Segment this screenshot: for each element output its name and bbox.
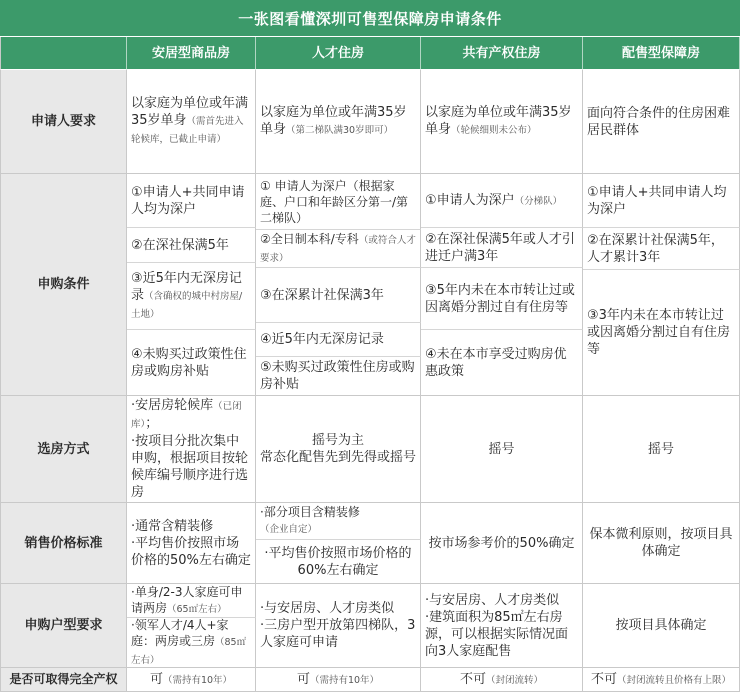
condition-item xyxy=(256,174,421,230)
cell-unit-type-anju-single xyxy=(127,584,256,618)
cell-paragraph xyxy=(260,504,416,538)
cell-unit-type-anju-family xyxy=(127,618,256,668)
cell-note: （需持有10年） xyxy=(162,674,233,686)
cell-paragraph xyxy=(591,671,731,689)
cell-text: ③近5年内无深房记录 xyxy=(131,270,242,303)
row-header-label: 销售价格标准 xyxy=(24,535,103,551)
row-header-unit-type xyxy=(0,584,127,668)
cell-paragraph xyxy=(425,282,578,316)
cell-applicant-shared xyxy=(421,70,583,174)
cell-paragraph: 保本微利原则，按项目具体确定 xyxy=(589,527,733,559)
condition-item xyxy=(583,228,740,270)
title-bar xyxy=(0,0,740,37)
cell-price-talent-average xyxy=(256,540,421,584)
cell-paragraph: 摇号 xyxy=(488,441,515,457)
cell-paragraph: ·三房户型开放第四梯队，3人家庭可申请 xyxy=(260,618,416,650)
cell-unit-type-allocated xyxy=(583,584,740,668)
cell-text: ④近5年内无深房记录 xyxy=(260,332,384,347)
condition-item xyxy=(421,330,583,396)
condition-item xyxy=(127,174,256,228)
cell-text: ·平均售价按照市场价格的60%左右确定 xyxy=(264,545,412,578)
cell-paragraph xyxy=(260,331,416,348)
column-header-allocated xyxy=(583,37,740,70)
cell-text: 不可 xyxy=(590,671,617,687)
header-corner xyxy=(0,37,127,70)
cell-note: （85㎡左右） xyxy=(131,636,247,666)
cell-paragraph xyxy=(425,104,578,139)
cell-paragraph xyxy=(131,237,251,254)
cell-text: 以家庭为单位或年满35岁单身 xyxy=(260,105,407,137)
cell-text: ④未在本市享受过购房优惠政策 xyxy=(425,346,567,379)
cell-text: ③3年内未在本市转让过或因离婚分割过自有住房等 xyxy=(587,308,731,357)
row-header-applicant xyxy=(0,70,127,174)
row-header-label: 选房方式 xyxy=(37,441,90,457)
cell-note: （轮候细则未公布） xyxy=(451,125,537,136)
cell-text: ·单身/2-3人家庭可申请两房 xyxy=(131,584,243,615)
cell-paragraph xyxy=(131,433,251,501)
cell-note: （已闭库） xyxy=(131,401,242,430)
cell-text: ⑤未购买过政策性住房或购房补贴 xyxy=(260,360,415,392)
column-header-shared xyxy=(421,37,583,70)
cell-paragraph xyxy=(260,545,416,579)
cell-paragraph: ·与安居房、人才房类似 xyxy=(425,592,560,608)
cell-paragraph: ·与安居房、人才房类似 xyxy=(260,601,395,616)
cell-paragraph: 摇号为主 xyxy=(311,433,364,448)
cell-paragraph xyxy=(150,671,232,689)
cell-note: （或符合人才要求） xyxy=(260,234,416,264)
cell-ownership-anju xyxy=(127,668,256,692)
cell-paragraph: ·建筑面积为85㎡左右房源，可以根据实际情况面向3人家庭配售 xyxy=(425,609,569,659)
column-header-label: 共有产权住房 xyxy=(462,45,541,61)
condition-item xyxy=(127,263,256,330)
condition-item xyxy=(583,270,740,396)
cell-paragraph xyxy=(131,184,251,218)
cell-paragraph xyxy=(260,178,416,226)
cell-text: ①申请人为深户 xyxy=(425,192,515,208)
cell-selection-allocated xyxy=(583,396,740,503)
cell-text: ·按项目分批次集中申购，根据项目按轮候库编号顺序进行选房 xyxy=(131,434,249,500)
column-header-anju xyxy=(127,37,256,70)
cell-price-anju xyxy=(127,503,256,584)
column-header-label: 配售型保障房 xyxy=(621,45,700,61)
row-header-conditions xyxy=(0,174,127,396)
cell-paragraph xyxy=(460,671,543,689)
cell-text: ·部分项目含精装修 xyxy=(260,505,360,519)
condition-item xyxy=(583,174,740,228)
cell-note: （第二梯队满30岁即可） xyxy=(286,125,394,136)
cell-text: 以家庭为单位或年满35岁单身 xyxy=(131,96,249,128)
cell-paragraph xyxy=(131,397,251,433)
cell-text: ②在深社保满5年 xyxy=(131,237,229,253)
row-header-ownership xyxy=(0,668,127,692)
column-header-label: 安居型商品房 xyxy=(151,45,230,61)
cell-paragraph xyxy=(260,287,416,304)
cell-text: ①申请人+共同申请人均为深户 xyxy=(587,184,727,217)
cell-note: （需持有10年） xyxy=(309,674,380,686)
cell-text: ②全日制本科/专科 xyxy=(260,231,359,246)
cell-text: ·领军人才/4人+家庭：两房或三房 xyxy=(131,617,229,648)
cell-paragraph: ·通常含精装修 xyxy=(131,518,214,534)
cell-paragraph xyxy=(297,671,379,689)
condition-item xyxy=(127,228,256,263)
cell-ownership-talent xyxy=(256,668,421,692)
cell-paragraph xyxy=(131,584,251,618)
cell-selection-anju xyxy=(127,396,256,503)
condition-item xyxy=(421,174,583,228)
cell-text: 不可 xyxy=(459,671,486,687)
cell-text: 可 xyxy=(296,671,310,687)
cell-text: ②在深社保满5年或人才引进迁户满3年 xyxy=(425,231,575,264)
cell-text: ① 申请人为深户（根据家庭、户口和年龄区分第一/第二梯队） xyxy=(260,178,409,225)
cell-text: 可 xyxy=(149,671,163,687)
condition-item xyxy=(256,323,421,357)
condition-item xyxy=(421,268,583,330)
row-header-selection xyxy=(0,396,127,503)
cell-paragraph: 摇号 xyxy=(647,441,674,457)
cell-paragraph xyxy=(587,184,735,218)
cell-note: （需首先进入轮候库，已截止申请） xyxy=(131,116,244,145)
cell-text: ③在深累计社保满3年 xyxy=(260,287,384,303)
cell-selection-talent xyxy=(256,396,421,503)
row-header-label: 申购条件 xyxy=(37,277,90,292)
cell-paragraph xyxy=(425,231,578,265)
cell-text: 以家庭为单位或年满35岁单身 xyxy=(425,105,572,137)
cell-price-allocated xyxy=(583,503,740,584)
cell-paragraph xyxy=(131,346,251,380)
cell-paragraph: 按项目具体确定 xyxy=(615,618,707,633)
cell-text: 面向符合条件的住房困难居民群体 xyxy=(587,105,731,138)
cell-paragraph: ·平均售价按照市场价格的50%左右确定 xyxy=(131,535,251,568)
cell-text: ②在深累计社保满5年，人才累计3年 xyxy=(587,232,724,265)
cell-note: （封闭流转） xyxy=(486,674,544,686)
cell-paragraph xyxy=(260,104,416,139)
cell-paragraph xyxy=(131,95,251,148)
cell-ownership-shared xyxy=(421,668,583,692)
cell-selection-shared xyxy=(421,396,583,503)
cell-note: （分梯队） xyxy=(514,195,563,207)
cell-paragraph xyxy=(131,270,251,323)
page-title: 一张图看懂深圳可售型保障房申请条件 xyxy=(238,9,502,28)
cell-price-talent-decoration xyxy=(256,503,421,540)
cell-note: （65㎡左右） xyxy=(167,603,227,615)
condition-item xyxy=(256,230,421,268)
cell-paragraph xyxy=(425,346,578,380)
cell-paragraph xyxy=(260,231,416,267)
condition-item xyxy=(256,357,421,396)
cell-applicant-allocated xyxy=(583,70,740,174)
cell-paragraph xyxy=(587,232,735,266)
cell-paragraph xyxy=(131,617,251,669)
cell-text: ④未购买过政策性住房或购房补贴 xyxy=(131,346,247,379)
cell-applicant-talent xyxy=(256,70,421,174)
cell-text: ①申请人+共同申请人均为深户 xyxy=(131,184,245,217)
cell-note: （含确权的城中村房屋/土地） xyxy=(131,290,243,320)
row-header-label: 申请人要求 xyxy=(30,114,96,129)
cell-price-shared xyxy=(421,503,583,584)
row-header-price xyxy=(0,503,127,584)
cell-note: （封闭流转且价格有上限） xyxy=(617,674,732,686)
condition-item xyxy=(421,228,583,268)
cell-paragraph xyxy=(425,192,578,210)
column-header-talent xyxy=(256,37,421,70)
cell-applicant-anju xyxy=(127,70,256,174)
row-header-label: 申购户型要求 xyxy=(24,618,103,633)
cell-paragraph xyxy=(587,307,735,358)
cell-paragraph xyxy=(587,105,735,139)
cell-paragraph: 按市场参考价的50%确定 xyxy=(428,535,575,551)
cell-unit-type-talent xyxy=(256,584,421,668)
cell-suffix: ； xyxy=(145,416,159,431)
cell-text: ③5年内未在本市转让过或因离婚分割过自有住房等 xyxy=(425,282,575,315)
cell-paragraph: 常态化配售先到先得或摇号 xyxy=(260,450,417,465)
condition-item xyxy=(256,268,421,323)
column-header-label: 人才住房 xyxy=(311,45,364,61)
cell-unit-type-shared xyxy=(421,584,583,668)
cell-note: （企业自定） xyxy=(260,524,318,535)
condition-item xyxy=(127,330,256,396)
row-header-label: 是否可取得完全产权 xyxy=(9,672,118,686)
cell-ownership-allocated xyxy=(583,668,740,692)
cell-paragraph xyxy=(260,359,416,393)
cell-text: ·安居房轮候库 xyxy=(131,398,214,413)
